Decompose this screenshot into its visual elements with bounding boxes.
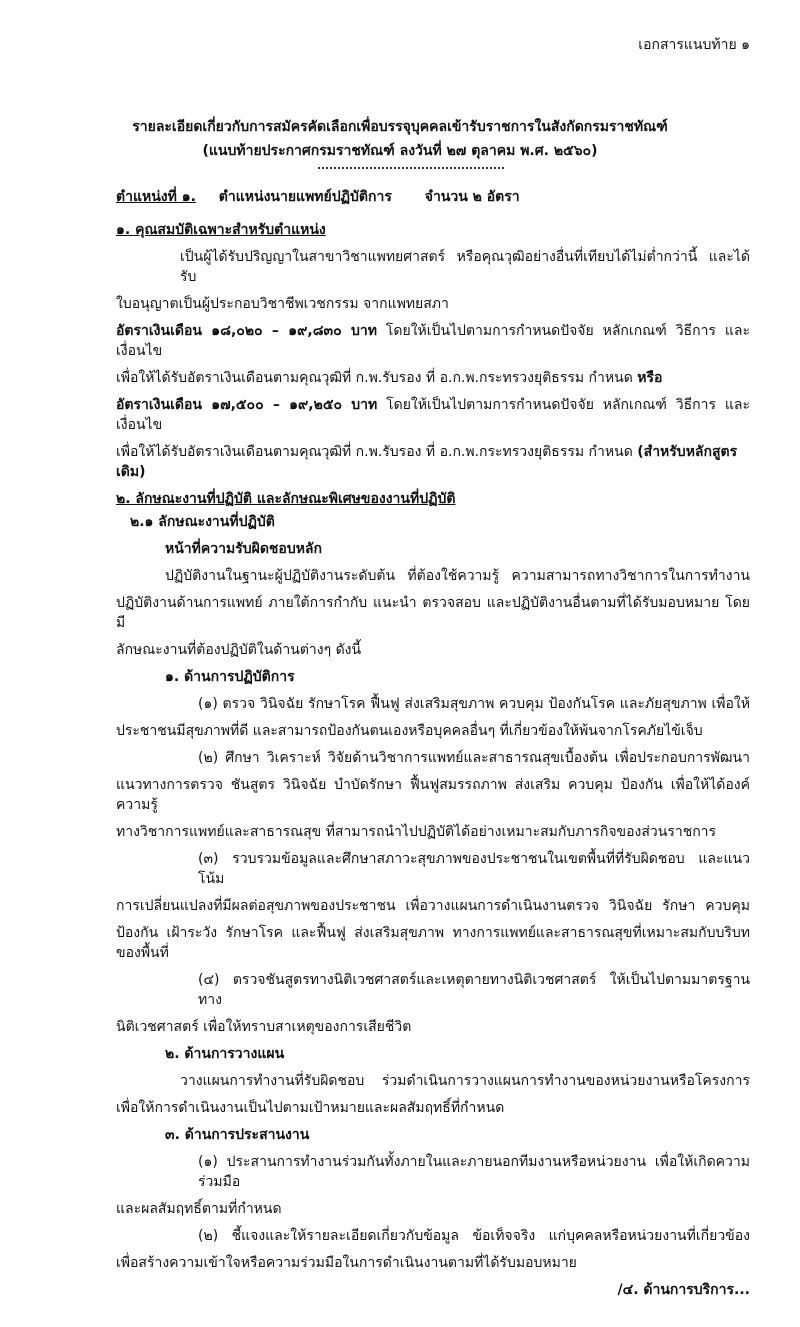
duty-text: ลักษณะงานที่ต้องปฏิบัติในด้านต่างๆ ดังนี้ (116, 642, 362, 658)
salary-condition: เพื่อให้ได้รับอัตราเงินเดือนตามคุณวุฒิที่ ก.พ.รับรอง ที่ อ.ก.พ.กระทรวงยุติธรรม กำหนด (116, 370, 633, 386)
plan-text: เพื่อให้การดำเนินงานเป็นไปตามเป้าหมายและผลสัมฤทธิ์ที่กำหนด (116, 1100, 505, 1116)
ops-heading: ๑. ด้านการปฏิบัติการ (165, 669, 295, 685)
coord-item: เพื่อสร้างความเข้าใจหรือความร่วมมือในการดำเนินงานตามที่ได้รับมอบหมาย (116, 1255, 577, 1271)
position-heading (116, 187, 750, 207)
coord-heading: ๓. ด้านการประสานงาน (165, 1127, 310, 1143)
salary-rate-2-cont (116, 442, 750, 482)
section2-1-heading: ๒.๑ ลักษณะงานที่ปฏิบัติ (130, 514, 275, 530)
ops-item: ประชาชนมีสุขภาพที่ดี และสามารถป้องกันตนเองหรือบุคคลอื่นๆ ที่เกี่ยวข้องให้พ้นจากโรคภัยไข้เจ็บ (116, 723, 703, 739)
plan-heading: ๒. ด้านการวางแผน (165, 1046, 285, 1062)
document-subtitle: (แนบท้ายประกาศกรมราชทัณฑ์ ลงวันที่ ๒๗ ตุลาคม พ.ศ. ๒๕๖๐) (202, 143, 598, 159)
ops-item: นิติเวชศาสตร์ เพื่อให้ทราบสาเหตุของการเสียชีวิต (116, 1019, 412, 1035)
coord-item: (๒) ชี้แจงและให้รายละเอียดเกี่ยวกับข้อมูล ข้อเท็จจริง แก่บุคคลหรือหน่วยงานที่เกี่ยวข้อง (198, 1228, 750, 1244)
salary-condition: เพื่อให้ได้รับอัตราเงินเดือนตามคุณวุฒิที่ ก.พ.รับรอง ที่ อ.ก.พ.กระทรวงยุติธรรม กำหนด (116, 444, 633, 460)
salary-condition: โดยให้เป็นไปตามการกำหนดปัจจัย หลักเกณฑ์ วิธีการ และเงื่อนไข (116, 323, 750, 359)
duty-text: ปฏิบัติงานด้านการแพทย์ ภายใต้การกำกับ แนะนำ ตรวจสอบ และปฏิบัติงานอื่นตามที่ได้รับมอบหมาย โดยมี (116, 595, 750, 631)
qualification-text: ใบอนุญาตเป็นผู้ประกอบวิชาชีพเวชกรรม จากแพทยสภา (116, 296, 449, 312)
position-count: จำนวน ๒ อัตรา (424, 189, 520, 205)
ops-item: การเปลี่ยนแปลงที่มีผลต่อสุขภาพของประชาชน เพื่อวางแผนการดำเนินงานตรวจ วินิจฉัย รักษา ควบคุม (116, 898, 750, 914)
salary-rate-2 (116, 395, 750, 435)
salary-condition: โดยให้เป็นไปตามการกำหนดปัจจัย หลักเกณฑ์ วิธีการ และเงื่อนไข (116, 397, 750, 433)
salary-note: (สำหรับหลักสูตรเดิม) (116, 444, 738, 480)
duty-heading: หน้าที่ความรับผิดชอบหลัก (165, 541, 322, 557)
attachment-label: เอกสารแนบท้าย ๑ (638, 37, 750, 53)
salary-range: อัตราเงินเดือน ๑๘,๐๒๐ – ๑๙,๘๓๐ บาท (116, 323, 377, 339)
coord-item: (๑) ประสานการทำงานร่วมกันทั้งภายในและภายนอกทีมงานหรือหน่วยงาน เพื่อให้เกิดความร่วมมือ (198, 1154, 750, 1190)
salary-rate-1-cont (116, 368, 750, 388)
coord-item: และผลสัมฤทธิ์ตามที่กำหนด (116, 1201, 282, 1217)
plan-text: วางแผนการทำงานที่รับผิดชอบ ร่วมดำเนินการวางแผนการทำงานของหน่วยงานหรือโครงการ (180, 1073, 750, 1089)
ops-item: แนวทางการตรวจ ชันสูตร วินิจฉัย บำบัดรักษา ฟื้นฟูสมรรถภาพ ส่งเสริม ควบคุม ป้องกัน เพื่อให้ได้องค์ความรู้ (116, 777, 750, 813)
salary-range: อัตราเงินเดือน ๑๗,๕๐๐ – ๑๙,๒๕๐ บาท (116, 397, 378, 413)
ops-item: ทางวิชาการแพทย์และสาธารณสุข ที่สามารถนำไปปฏิบัติได้อย่างเหมาะสมกับภารกิจของส่วนราชการ (116, 824, 717, 840)
ops-item: ป้องกัน เฝ้าระวัง รักษาโรค และฟื้นฟู ส่งเสริมสุขภาพ ทางการแพทย์และสาธารณสุขที่เหมาะสมกับบริบทของพื้นที่ (116, 925, 750, 961)
continued-marker: /๔. ด้านการบริการ... (617, 1282, 750, 1298)
qualification-text: เป็นผู้ได้รับปริญญาในสาขาวิชาแพทยศาสตร์ หรือคุณวุฒิอย่างอื่นที่เทียบได้ไม่ต่ำกว่านี้ และได้รับ (180, 249, 750, 285)
duty-text: ปฏิบัติงานในฐานะผู้ปฏิบัติงานระดับต้น ที่ต้องใช้ความรู้ ความสามารถทางวิชาการในการทำงาน (165, 568, 750, 584)
position-label: ตำแหน่งที่ ๑. (116, 189, 196, 205)
document-title: รายละเอียดเกี่ยวกับการสมัครคัดเลือกเพื่อบรรจุบุคคลเข้ารับราชการในสังกัดกรมราชทัณฑ์ (132, 119, 668, 135)
ops-item: (๓) รวบรวมข้อมูลและศึกษาสภาวะสุขภาพของประชาชนในเขตพื้นที่ที่รับผิดชอบ และแนวโน้ม (198, 851, 750, 887)
ops-item: (๔) ตรวจชันสูตรทางนิติเวชศาสตร์และเหตุตายทางนิติเวชศาสตร์ ให้เป็นไปตามมาตรฐานทาง (198, 972, 750, 1008)
salary-or: หรือ (637, 370, 663, 386)
ops-item: (๒) ศึกษา วิเคราะห์ วิจัยด้านวิชาการแพทย์และสาธารณสุขเบื้องต้น เพื่อประกอบการพัฒนา (198, 750, 750, 766)
salary-rate-1 (116, 321, 750, 361)
section2-heading: ๒. ลักษณะงานที่ปฏิบัติ และลักษณะพิเศษของงานที่ปฏิบัติ (116, 491, 456, 507)
divider (318, 167, 504, 169)
ops-item: (๑) ตรวจ วินิจฉัย รักษาโรค ฟื้นฟู ส่งเสริมสุขภาพ ควบคุม ป้องกันโรค และภัยสุขภาพ เพื่อให้ (198, 696, 750, 712)
position-name: ตำแหน่งนายแพทย์ปฏิบัติการ (218, 189, 392, 205)
qualification-heading: ๑. คุณสมบัติเฉพาะสำหรับตำแหน่ง (116, 222, 326, 238)
